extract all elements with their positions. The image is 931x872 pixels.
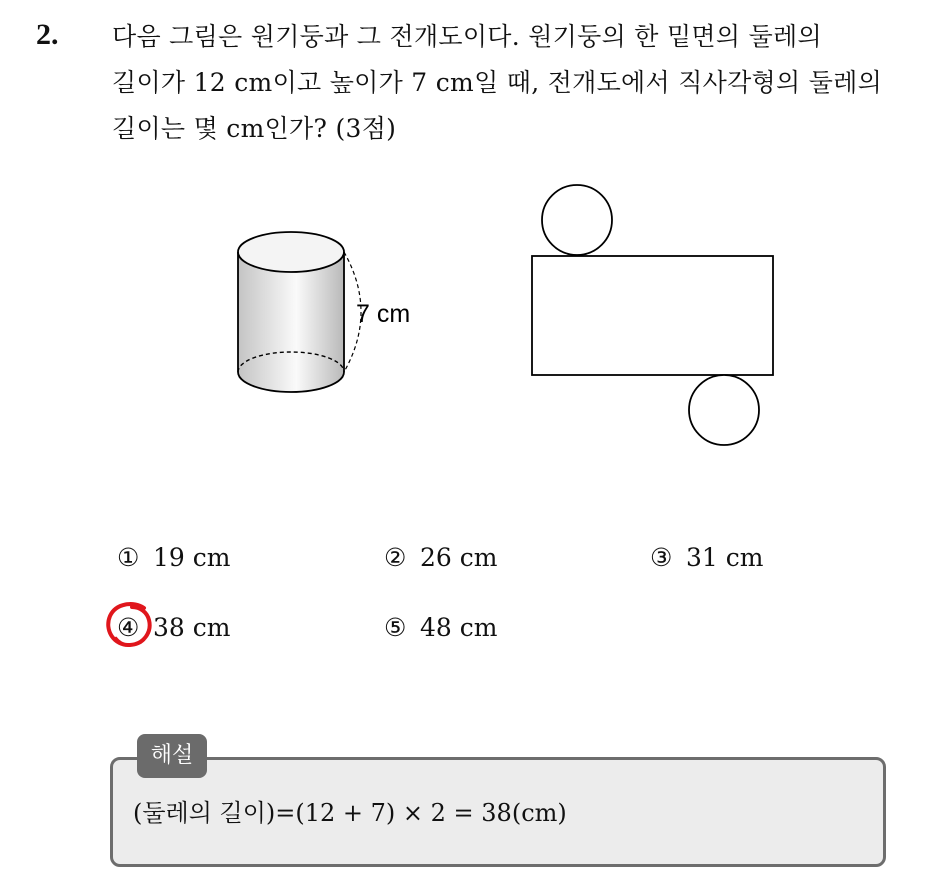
net-rectangle [532,256,773,375]
choice-2[interactable] [384,543,497,572]
choice-2-number: ② [384,543,407,572]
solution-text: (둘레의 길이)=(12 + 7) × 2 = 38(cm) [133,799,567,827]
choice-1[interactable] [117,543,230,572]
net-bottom-base [689,375,759,445]
choice-3-text: 31 cm [686,543,764,572]
net-top-base [542,185,612,255]
question-line-2: 길이가 12 cm이고 높이가 7 cm일 때, 전개도에서 직사각형의 둘레의 [112,68,883,97]
cylinder-net [532,185,773,445]
choice-3-number: ③ [650,543,673,572]
choice-1-number: ① [117,543,140,572]
choice-5-number: ⑤ [384,613,407,642]
choice-5-text: 48 cm [420,613,498,642]
answer-circle-mark [104,600,154,650]
solution-tab: 해설 [137,734,207,778]
choice-2-text: 26 cm [420,543,498,572]
cylinder [238,232,361,392]
choice-5[interactable] [384,613,497,642]
choice-4-text: 38 cm [153,613,231,642]
question-line-1: 다음 그림은 원기둥과 그 전개도이다. 원기둥의 한 밑면의 둘레의 [112,22,822,51]
choice-3[interactable] [650,543,763,572]
choice-4-number: ④ [117,613,140,642]
question-number: 2. [36,18,59,51]
choice-1-text: 19 cm [153,543,231,572]
question-line-3: 길이는 몇 cm인가? (3점) [112,114,397,143]
height-label: 7 cm [356,300,411,328]
